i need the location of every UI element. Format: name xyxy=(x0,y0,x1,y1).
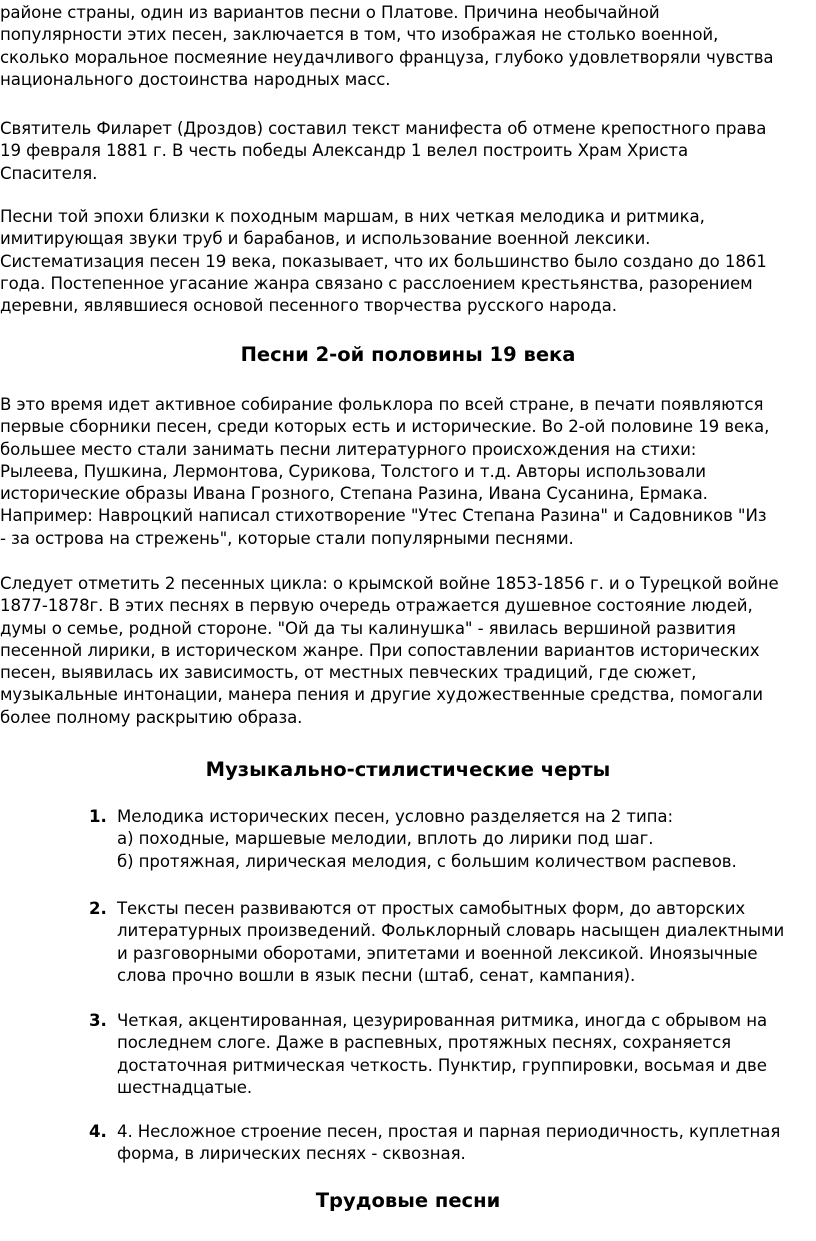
list-number: 3. xyxy=(89,1011,107,1030)
paragraph-folklore-collecting: В это время идет активное собирание фольклора по всей стране, в печати появляются первые сборники песен, среди которых есть и исторические. Во 2-ой половине 19 века, большее место стали занимать песни литературного происхождения на стихи: Рылеева, Пушкина, Лермонтова, Сурикова, Толстого и т.д. Авторы использовали исторические образы Ивана Грозного, Степана Разина, Ивана Сусанина, Ермака. Например: Навроцкий написал стихотворение "Утес Степана Разина" и Садовников "Из - за острова на стрежень", которые стали популярными песнями. xyxy=(0,395,770,548)
section-heading-musical-style: Музыкально-стилистические черты xyxy=(205,758,611,781)
paragraph-platov: районе страны, один из вариантов песни о Платове. Причина необычайной популярности этих песен, заключается в том, что изображая не столько военной, сколько моральное посмеяние неудачливого француза, глубоко удовлетворяли чувства национального достоинства народных масс. xyxy=(0,3,774,89)
paragraph-filaret: Святитель Филарет (Дроздов) составил текст манифеста об отмене крепостного права 19 февраля 1881 г. В честь победы Александр 1 велел построить Храм Христа Спасителя. xyxy=(0,119,767,183)
list-number: 1. xyxy=(89,807,107,826)
section-heading-second-half-19-century: Песни 2-ой половины 19 века xyxy=(240,343,576,366)
list-item-text: 4. Несложное строение песен, простая и парная периодичность, куплетная форма, в лирических песнях - сквозная. xyxy=(117,1122,781,1164)
list-item-text: Мелодика исторических песен, условно разделяется на 2 типа: а) походные, маршевые мелодии, вплоть до лирики под шаг. б) протяжная, лирическая мелодия, с большим количеством распевов. xyxy=(117,807,737,871)
list-item-text: Тексты песен развиваются от простых самобытных форм, до авторских литературных произведений. Фольклорный словарь насыщен диалектными и разговорными оборотами, эпитетами и военной лексикой. Иноязычные слова прочно вошли в язык песни (штаб, сенат, кампания). xyxy=(117,899,785,985)
list-item-text: Четкая, акцентированная, цезурированная ритмика, иногда с обрывом на последнем слоге. Даже в распевных, протяжных песнях, сохраняется достаточная ритмическая четкость. Пунктир, группировки, восьмая и две шестнадцатые. xyxy=(117,1011,768,1097)
section-heading-work-songs: Трудовые песни xyxy=(315,1189,501,1212)
list-number: 2. xyxy=(89,899,107,918)
paragraph-era-songs: Песни той эпохи близки к походным маршам, в них четкая мелодика и ритмика, имитирующая звуки труб и барабанов, и использование военной лексики. Систематизация песен 19 века, показывает, что их большинство было создано до 1861 года. Постепенное угасание жанра связано с расслоением крестьянства, разорением деревни, являвшиеся основой песенного творчества русского народа. xyxy=(0,207,767,316)
paragraph-song-cycles: Следует отметить 2 песенных цикла: о крымской войне 1853-1856 г. и о Турецкой войне 1877-1878г. В этих песнях в первую очередь отражается душевное состояние людей, думы о семье, родной стороне. "Ой да ты калинушка" - явилась вершиной развития песенной лирики, в историческом жанре. При сопоставлении вариантов исторических песен, выявилась их зависимость, от местных певческих традиций, где сюжет, музыкальные интонации, манера пения и другие художественные средства, помогали более полному раскрытию образа. xyxy=(0,574,779,727)
list-number: 4. xyxy=(89,1122,107,1141)
